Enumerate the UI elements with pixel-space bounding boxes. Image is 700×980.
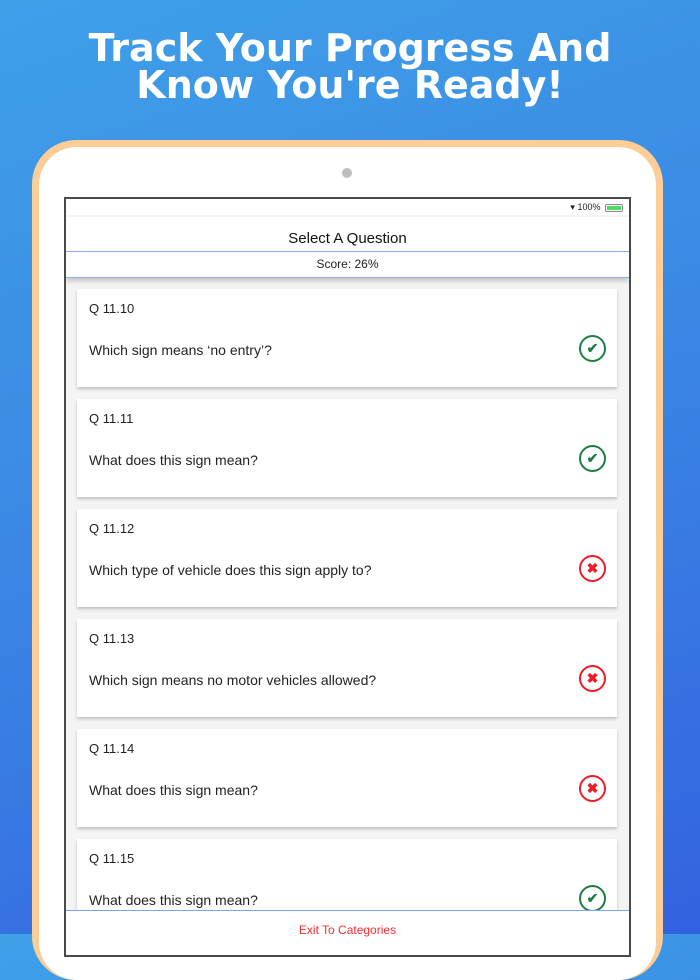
question-text: Which type of vehicle does this sign apply to? (89, 562, 372, 578)
question-text: Which sign means ‘no entry’? (89, 342, 272, 358)
question-text: What does this sign mean? (89, 782, 258, 798)
x-circle-icon: ✖ (579, 775, 606, 802)
question-number: Q 11.13 (89, 631, 135, 646)
page-title: Select A Question (66, 217, 629, 252)
score-label: Score: 26% (66, 252, 629, 278)
question-number: Q 11.11 (89, 411, 134, 426)
question-card[interactable] (77, 729, 617, 827)
x-circle-icon: ✖ (579, 665, 606, 692)
headline-line-2: Know You're Ready! (136, 63, 564, 107)
check-circle-icon: ✔ (579, 885, 606, 912)
check-circle-icon: ✔ (579, 445, 606, 472)
question-card[interactable] (77, 289, 617, 387)
question-text: What does this sign mean? (89, 892, 258, 908)
question-card[interactable] (77, 399, 617, 497)
question-number: Q 11.14 (89, 741, 135, 756)
x-circle-icon: ✖ (579, 555, 606, 582)
camera-dot (342, 168, 352, 178)
question-number: Q 11.10 (89, 301, 135, 316)
question-number: Q 11.15 (89, 851, 135, 866)
status-bar (66, 199, 629, 215)
battery-icon (605, 204, 623, 212)
question-text: Which sign means no motor vehicles allowed? (89, 672, 377, 688)
headline (0, 26, 700, 107)
check-circle-icon: ✔ (579, 335, 606, 362)
app-screen (64, 197, 631, 957)
question-card[interactable] (77, 619, 617, 717)
question-text: What does this sign mean? (89, 452, 258, 468)
exit-to-categories-button[interactable]: Exit To Categories (66, 910, 629, 957)
question-number: Q 11.12 (89, 521, 135, 536)
battery-percent: 100% (577, 202, 601, 212)
headline-line-1: Track Your Progress And (88, 26, 612, 70)
wifi-icon: ▾ (570, 202, 575, 212)
question-card[interactable] (77, 509, 617, 607)
